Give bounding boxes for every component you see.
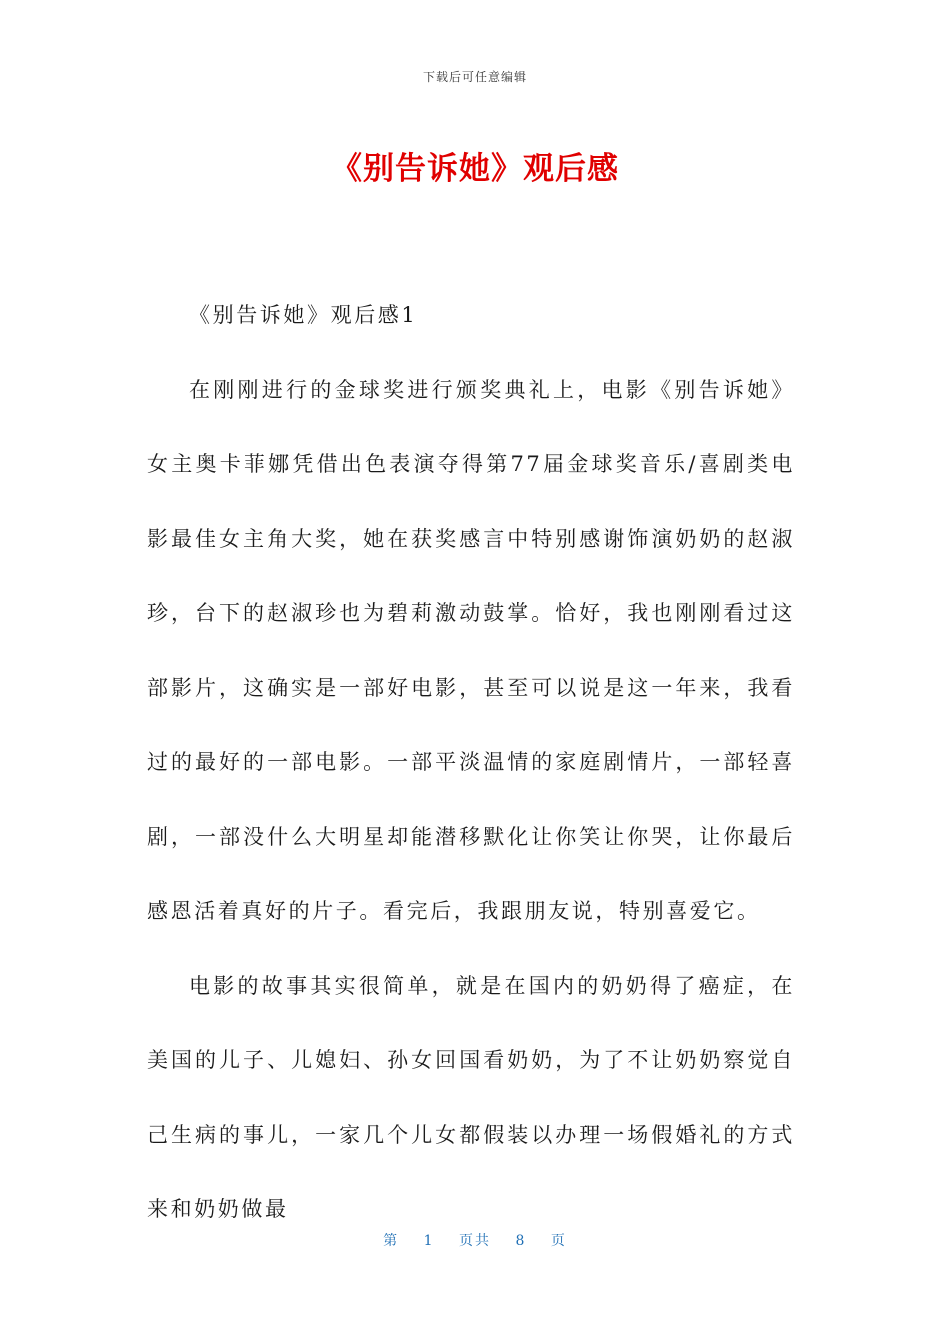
footer-total-pages: 8 (515, 1233, 527, 1249)
page-footer (0, 1230, 950, 1250)
paragraph-subheading: 《别告诉她》观后感1 (189, 303, 418, 327)
footer-prefix: 第 (383, 1233, 400, 1249)
paragraph: 电影的故事其实很简单，就是在国内的奶奶得了癌症，在美国的儿子、儿媳妇、孙女回国看奶奶，为了不让奶奶察觉自己生病的事儿，一家几个儿女都假装以办理一场假婚礼的方式来和奶奶做最 (147, 973, 795, 1221)
page-title: 《别告诉她》观后感 (331, 151, 619, 187)
footer-middle: 页共 (459, 1233, 491, 1249)
body-text (147, 278, 795, 1247)
footer-suffix: 页 (550, 1233, 567, 1249)
header-note: 下载后可任意编辑 (422, 70, 527, 84)
footer-current-page: 1 (423, 1233, 435, 1249)
paragraph: 在刚刚进行的金球奖进行颁奖典礼上，电影《别告诉她》女主奥卡菲娜凭借出色表演夺得第77届金球奖音乐/喜剧类电影最佳女主角大奖，她在获奖感言中特别感谢饰演奶奶的赵淑珍，台下的赵淑珍也为碧莉激动鼓掌。恰好，我也刚刚看过这部影片，这确实是一部好电影，甚至可以说是这一年来，我看过的最好的一部电影。一部平淡温情的家庭剧情片，一部轻喜剧，一部没什么大明星却能潜移默化让你笑让你哭，让你最后感恩活着真好的片子。看完后，我跟朋友说，特别喜爱它。 (147, 377, 795, 923)
